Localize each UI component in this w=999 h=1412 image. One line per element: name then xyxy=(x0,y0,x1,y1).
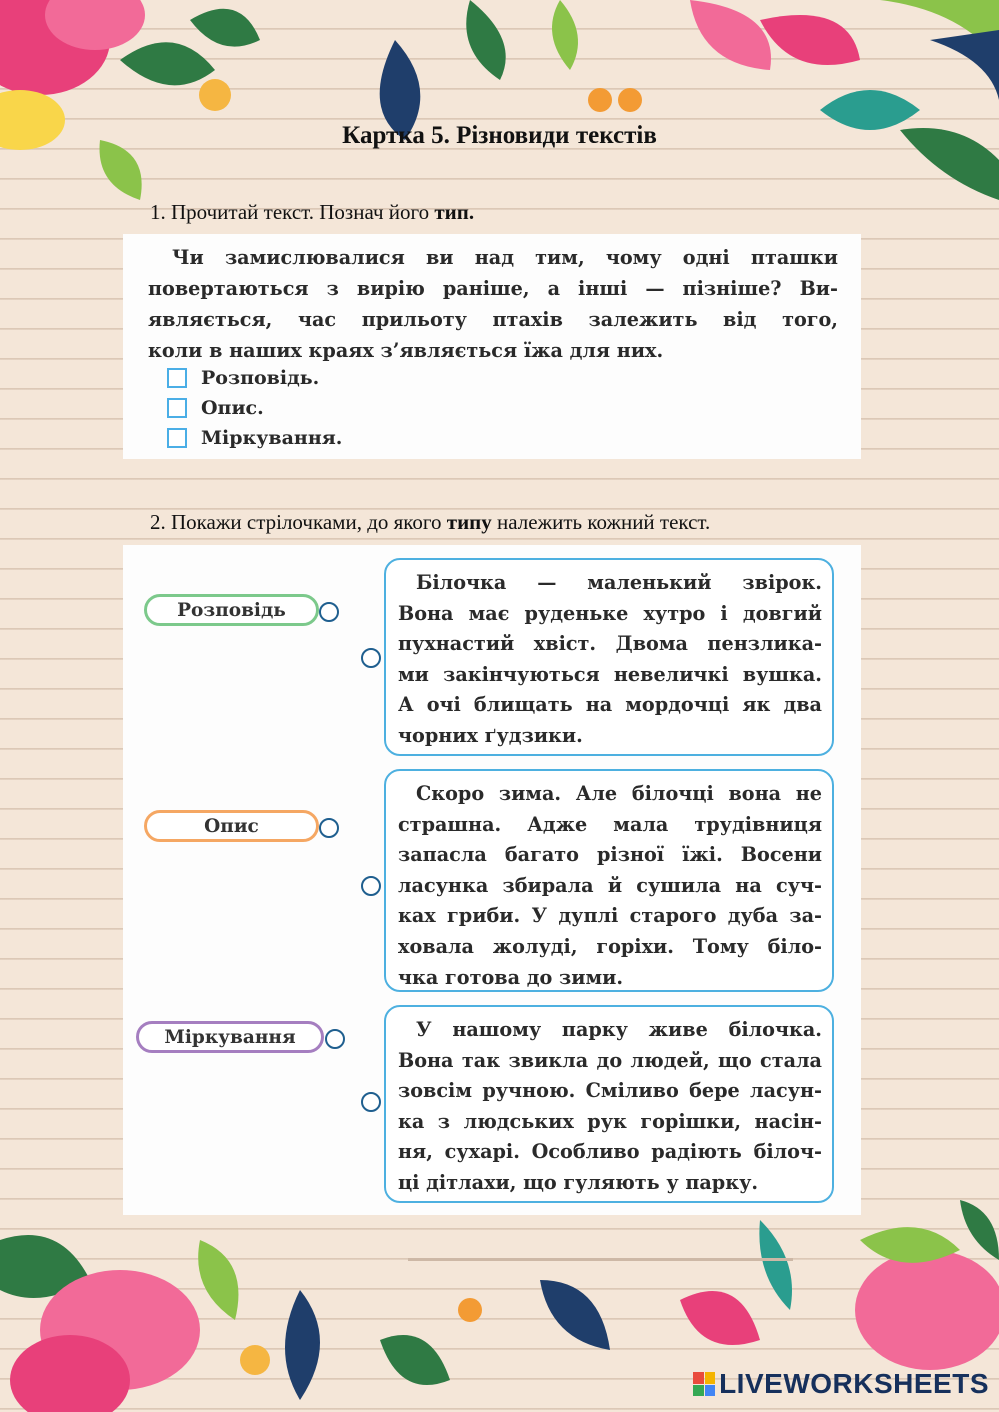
task-2-instruction xyxy=(150,510,710,535)
connector-narration[interactable] xyxy=(319,602,339,622)
connector-text-3[interactable] xyxy=(361,1092,381,1112)
task-1-reading-text xyxy=(148,242,838,366)
text-line: А очі блищать на мордочці як два xyxy=(398,693,822,717)
brand-text: LIVEWORKSHEETS xyxy=(719,1368,989,1399)
task-2-tail: належить кожний текст. xyxy=(497,510,711,534)
checkbox-reasoning[interactable] xyxy=(167,428,187,448)
connector-text-1[interactable] xyxy=(361,648,381,668)
task-2-text: Покажи стрілочками, до якого xyxy=(171,510,442,534)
option-description[interactable] xyxy=(167,394,264,422)
option-label: Опис. xyxy=(201,397,264,419)
text-box-1 xyxy=(384,558,834,756)
text-line: ня, сухарі. Особливо радіють білоч- xyxy=(398,1140,822,1164)
checkbox-narration[interactable] xyxy=(167,368,187,388)
divider-line xyxy=(408,1258,793,1261)
liveworksheets-brand xyxy=(693,1368,989,1400)
option-reasoning[interactable] xyxy=(167,424,342,452)
page-title: Картка 5. Різновиди текстів xyxy=(342,122,657,149)
text-line: страшна. Адже мала трудівниця xyxy=(398,812,822,836)
text-line: У нашому парку живе білочка. xyxy=(416,1018,822,1041)
connector-text-2[interactable] xyxy=(361,876,381,896)
option-label: Розповідь. xyxy=(201,367,320,389)
type-pill-description: Опис xyxy=(144,810,319,842)
text-line: Білочка — маленький звірок. xyxy=(416,571,822,594)
option-narration[interactable] xyxy=(167,364,319,392)
text-line: чорних ґудзики. xyxy=(398,723,583,747)
task-2-bold-word: типу xyxy=(446,510,492,534)
liveworksheets-logo-icon xyxy=(693,1372,715,1396)
text-line: Вона так звикла до людей, що стала xyxy=(398,1048,822,1072)
text-line: запасла багато різної їжі. Восени xyxy=(398,843,822,867)
text-line: ласунка збирала й сушила на суч- xyxy=(398,873,822,897)
task-1-bold-word: тип. xyxy=(434,200,475,224)
text-line: ка з людських рук горішки, насін- xyxy=(398,1109,822,1133)
task-1-number: 1. xyxy=(150,200,166,224)
connector-reasoning[interactable] xyxy=(325,1029,345,1049)
text-line: ці дітлахи, що гуляють у парку. xyxy=(398,1170,759,1194)
reading-line: являється, час прильоту птахів залежить від того, xyxy=(148,308,838,331)
task-2-number: 2. xyxy=(150,510,166,534)
text-line: ми закінчуються невеличкі вушка. xyxy=(398,662,822,686)
reading-line: Чи замислювалися ви над тим, чому одні пташки xyxy=(172,246,838,269)
reading-line: коли в наших краях з’являється їжа для них. xyxy=(148,339,664,362)
task-1-instruction xyxy=(150,200,474,225)
text-line: чка готова до зими. xyxy=(398,965,624,989)
reading-line: повертаються з вирію раніше, а інші — пізніше? Ви- xyxy=(148,277,838,300)
text-box-3 xyxy=(384,1005,834,1203)
type-pill-reasoning: Міркування xyxy=(136,1021,324,1053)
text-line: пухнастий хвіст. Двома пензлика- xyxy=(398,632,822,656)
task-1-text: Прочитай текст. Познач його xyxy=(171,200,430,224)
text-line: Вона має руденьке хутро і довгий xyxy=(398,601,822,625)
text-line: ховала жолуді, горіхи. Тому біло- xyxy=(398,934,822,958)
checkbox-description[interactable] xyxy=(167,398,187,418)
type-pill-narration: Розповідь xyxy=(144,594,319,626)
text-line: ках гриби. У дуплі старого дуба за- xyxy=(398,904,822,928)
text-line: Скоро зима. Але білочці вона не xyxy=(416,782,822,805)
connector-description[interactable] xyxy=(319,818,339,838)
option-label: Міркування. xyxy=(201,427,343,449)
text-line: зовсім ручною. Сміливо бере ласун- xyxy=(398,1079,822,1103)
text-box-2 xyxy=(384,769,834,992)
